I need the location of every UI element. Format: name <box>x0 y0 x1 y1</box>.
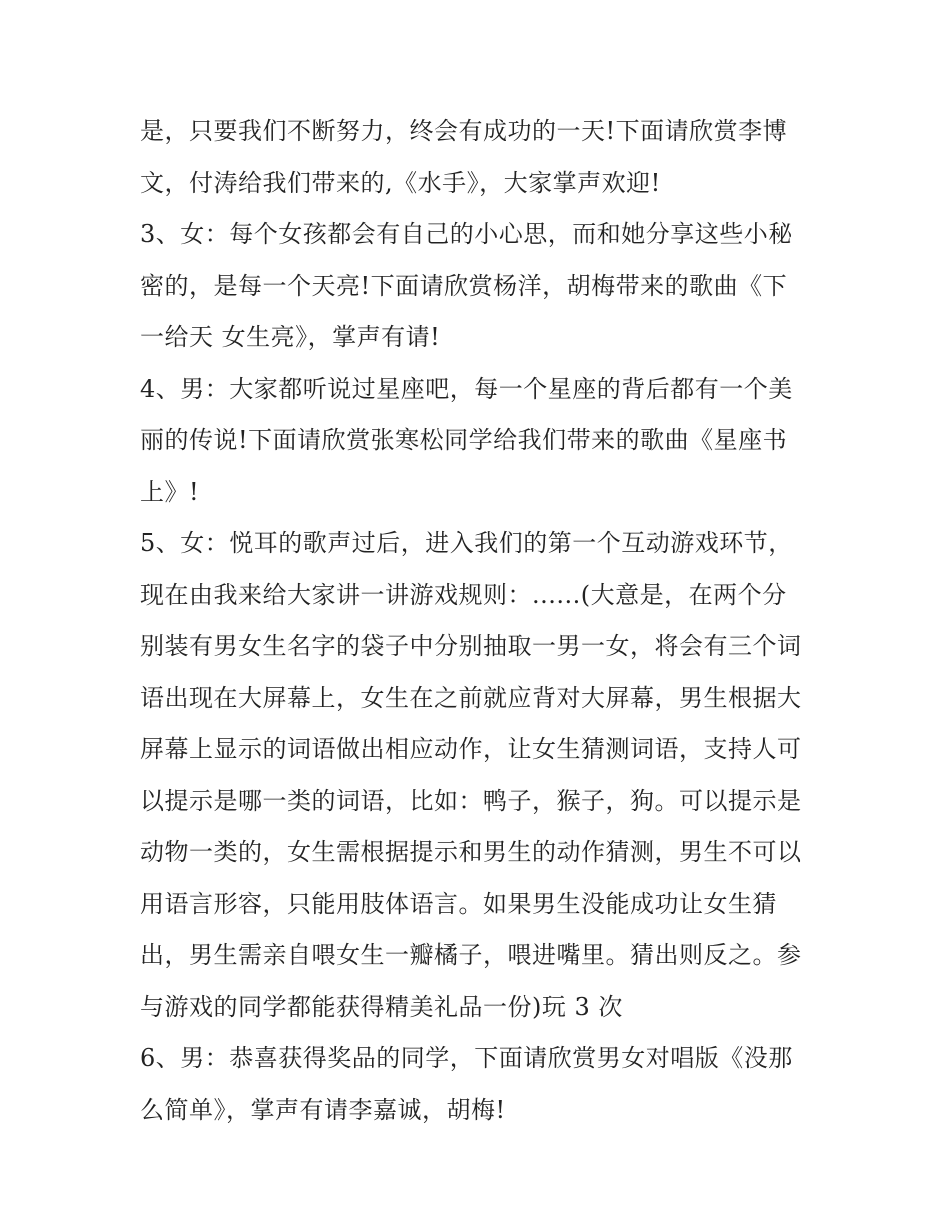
text-line: 么简单》，掌声有请李嘉诚，胡梅! <box>140 1095 506 1124</box>
text-line: 与游戏的同学都能获得精美礼品一份)玩 3 次 <box>140 992 623 1021</box>
text-line: 4、男：大家都听说过星座吧，每一个星座的背后都有一个美 <box>140 374 793 403</box>
text-line: 现在由我来给大家讲一讲游戏规则：......(大意是，在两个分 <box>140 580 787 609</box>
text-line: 文，付涛给我们带来的,《水手》，大家掌声欢迎! <box>140 168 661 197</box>
text-line: 上》! <box>140 477 200 506</box>
text-line: 屏幕上显示的词语做出相应动作，让女生猜测词语，支持人可 <box>140 735 802 763</box>
text-line: 出，男生需亲自喂女生一瓣橘子，喂进嘴里。猜出则反之。参 <box>140 941 802 969</box>
text-line: 别装有男女生名字的袋子中分别抽取一男一女，将会有三个词 <box>140 632 802 660</box>
text-line: 3、女：每个女孩都会有自己的小心思，而和她分享这些小秘 <box>140 220 793 248</box>
text-line: 5、女：悦耳的歌声过后，进入我们的第一个互动游戏环节， <box>140 529 793 557</box>
text-line: 动物一类的，女生需根据提示和男生的动作猜测，男生不可以 <box>140 838 802 866</box>
document-body <box>140 106 820 1136</box>
text-line: 以提示是哪一类的词语，比如：鸭子，猴子，狗。可以提示是 <box>140 786 802 815</box>
text-line: 丽的传说!下面请欣赏张寒松同学给我们带来的歌曲《星座书 <box>140 426 788 454</box>
text-line: 一给天 女生亮》，掌声有请! <box>140 323 441 351</box>
text-line: 密的，是每一个天亮!下面请欣赏杨洋，胡梅带来的歌曲《下 <box>140 271 788 300</box>
text-line: 语出现在大屏幕上，女生在之前就应背对大屏幕，男生根据大 <box>140 683 802 712</box>
text-line: 是，只要我们不断努力，终会有成功的一天!下面请欣赏李博 <box>140 117 788 145</box>
text-line: 6、男：恭喜获得奖品的同学，下面请欣赏男女对唱版《没那 <box>140 1044 793 1072</box>
text-line: 用语言形容，只能用肢体语言。如果男生没能成功让女生猜 <box>140 889 777 918</box>
